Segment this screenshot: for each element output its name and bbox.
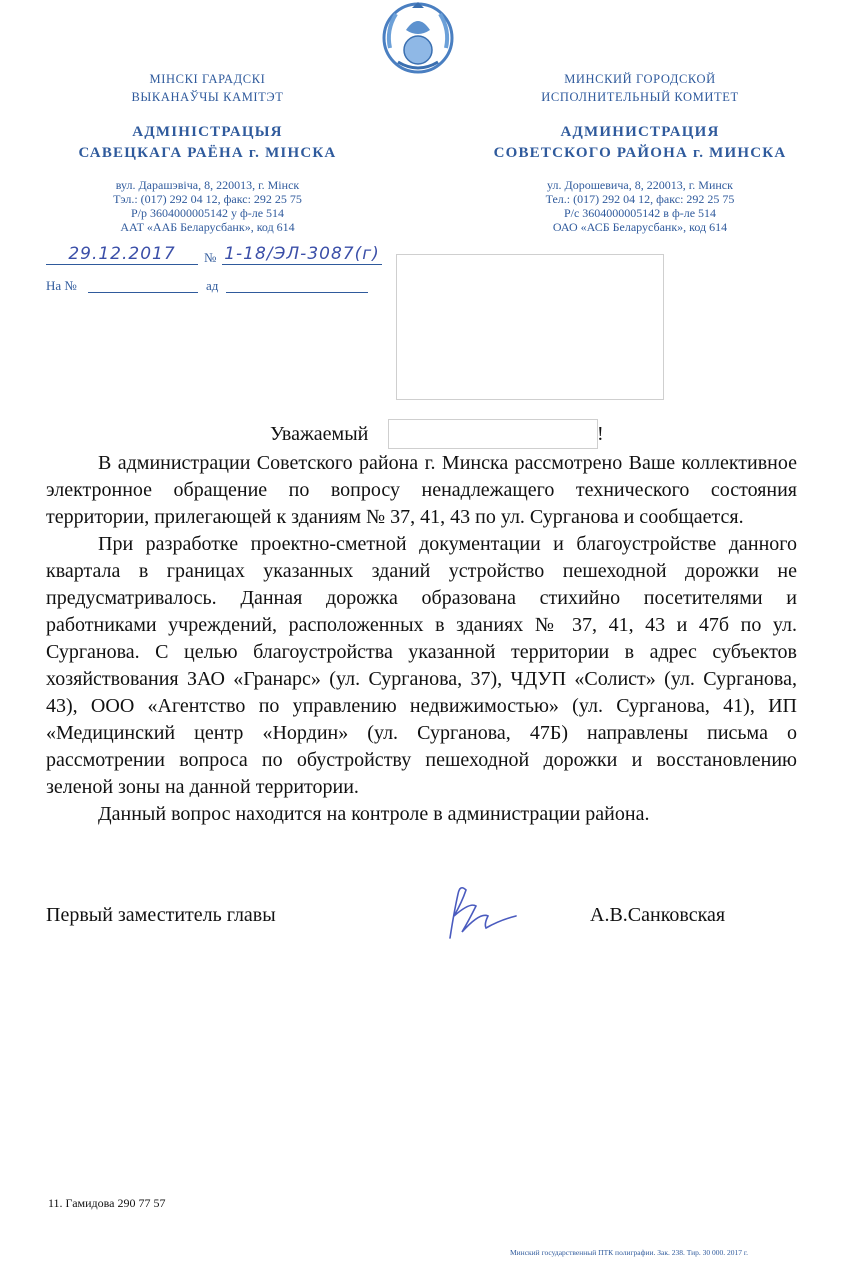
executor-info: 11. Гамидова 290 77 57 [48,1196,166,1210]
address-line4: ОАО «АСБ Беларусбанк», код 614 [552,220,728,234]
org-name-line2: ИСПОЛНИТЕЛЬНЫЙ КОМИТЕТ [541,90,739,104]
greeting-prefix: Уважаемый [270,423,369,445]
letterhead-right [470,70,810,234]
reference-label: На № [46,278,77,293]
outgoing-date: 29.12.2017 [46,244,198,265]
address-line2: Тэл.: (017) 292 04 12, факс: 292 25 75 [113,192,302,206]
address-line1: вул. Дарашэвіча, 8, 220013, г. Мінск [115,178,300,192]
address-line3: Р/с 3604000005142 в ф-ле 514 [563,206,717,220]
reference-line [46,278,376,296]
admin-title-line2: САВЕЦКАГА РАЁНА г. МІНСКА [78,145,337,161]
admin-title-line2: СОВЕТСКОГО РАЙОНА г. МИНСКА [493,145,787,161]
redacted-addressee-box [396,254,664,400]
address-line3: Р/р 3604000005142 у ф-ле 514 [130,206,285,220]
signatory-position: Первый заместитель главы [46,904,276,926]
org-name-line1: МИНСКИЙ ГОРОДСКОЙ [564,72,716,86]
letter-body [46,450,797,828]
org-name-line1: МІНСКІ ГАРАДСКІ [149,72,266,86]
reference-ad-label: ад [206,278,219,293]
reference-date-blank [226,278,368,293]
greeting [270,423,610,451]
address-line1: ул. Дорошевича, 8, 220013, г. Минск [547,178,733,192]
org-name-line2: ВЫКАНАЎЧЫ КАМІТЭТ [131,90,284,104]
admin-title-line1: АДМІНІСТРАЦЫЯ [132,124,283,140]
registration-line [46,244,386,268]
address-line4: ААТ «ААБ Беларусбанк», код 614 [120,220,295,234]
body-paragraph-3: Данный вопрос находится на контроле в администрации района. [98,803,650,825]
outgoing-number: 1-18/ЭЛ-3087(г) [222,244,382,265]
printer-imprint: Минский государственный ПТК полиграфии. Зак. 238. Тир. 30 000. 2017 г. [510,1248,749,1257]
number-label: № [204,250,217,265]
body-paragraph-1: В администрации Советского района г. Минска рассмотрено Ваше коллективное электронное обращение по вопросу ненадлежащего технического состояния территории, прилегающей к зданиям № 37, 41, 43 по ул. Сурганова и сообщается. [46,452,797,528]
signatory-name: А.В.Санковская [590,904,726,926]
letterhead-left [40,70,375,234]
greeting-suffix: ! [597,423,604,445]
handwritten-signature [440,872,530,946]
reference-number-blank [88,278,198,293]
body-paragraph-2: При разработке проектно-сметной документации и благоустройстве данного квартала в границах указанных зданий устройство пешеходной дорожки не предусматривалось. Данная дорожка образована стихийно посетителями и работниками учреждений, расположенных в зданиях № 37, 41, 43 и 47б по ул. Сурганова. С целью благоустройства указанной территории в адрес субъектов хозяйствования ЗАО «Гранарс» (ул. Сурганова, 37), ЧДУП «Солист» (ул. Сурганова, 43), ООО «Агентство по управлению недвижимостью» (ул. Сурганова, 41), ИП «Медицинский центр «Нордин» (ул. Сурганова, 47Б) направлены письма о рассмотрении вопроса по обустройству пешеходной дорожки и восстановлению зеленой зоны на данной территории. [46,533,797,798]
address-line2: Тел.: (017) 292 04 12, факс: 292 25 75 [545,192,735,206]
admin-title-line1: АДМИНИСТРАЦИЯ [560,124,720,140]
redacted-name-box [388,419,598,449]
coat-of-arms-emblem [378,0,458,76]
